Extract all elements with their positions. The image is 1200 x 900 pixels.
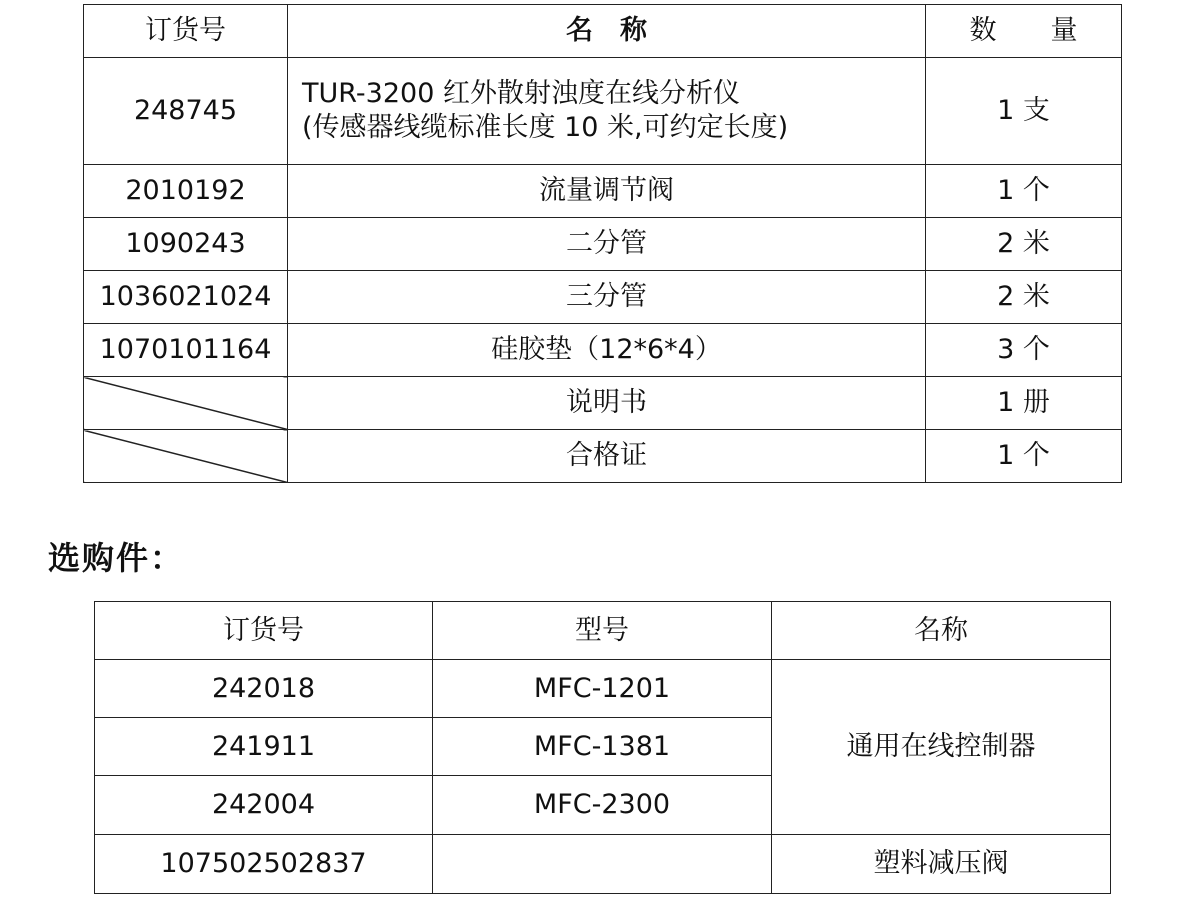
name-cell: 流量调节阀 <box>288 165 926 218</box>
header-model: 型号 <box>433 602 772 660</box>
name-cell: 二分管 <box>288 218 926 271</box>
parts-list-table <box>83 4 1122 483</box>
header-qty: 数 量 <box>926 5 1122 58</box>
name-cell: 三分管 <box>288 271 926 324</box>
table-row <box>84 377 1122 430</box>
model-cell <box>433 835 772 894</box>
header-name: 名 称 <box>288 5 926 58</box>
header-order-no: 订货号 <box>95 602 433 660</box>
order-no-cell: 242004 <box>95 776 433 835</box>
model-cell: MFC-2300 <box>433 776 772 835</box>
name-line: (传感器线缆标准长度 10 米,可约定长度) <box>302 112 789 143</box>
order-no-cell: 1070101164 <box>84 324 288 377</box>
order-no-cell: 248745 <box>84 58 288 165</box>
order-no-cell: 1036021024 <box>84 271 288 324</box>
name-line: TUR-3200 红外散射浊度在线分析仪 <box>302 78 740 110</box>
optional-parts-title: 选购件： <box>48 539 185 577</box>
qty-cell: 1 个 <box>926 165 1122 218</box>
qty-cell: 1 册 <box>926 377 1122 430</box>
header-name: 名称 <box>772 602 1111 660</box>
name-cell: 合格证 <box>288 430 926 483</box>
header-order-no: 订货号 <box>84 5 288 58</box>
order-no-cell: 241911 <box>95 718 433 776</box>
table-row <box>84 218 1122 271</box>
model-cell: MFC-1381 <box>433 718 772 776</box>
qty-cell: 3 个 <box>926 324 1122 377</box>
name-cell <box>288 58 926 165</box>
name-cell: 硅胶垫（12*6*4） <box>288 324 926 377</box>
table-row <box>84 271 1122 324</box>
name-cell: 说明书 <box>288 377 926 430</box>
table-row <box>95 835 1111 894</box>
model-cell: MFC-1201 <box>433 660 772 718</box>
table-header-row <box>95 602 1111 660</box>
qty-cell: 2 米 <box>926 218 1122 271</box>
table-header-row <box>84 5 1122 58</box>
order-no-cell: 1090243 <box>84 218 288 271</box>
table-row <box>84 324 1122 377</box>
merged-name-cell: 通用在线控制器 <box>772 660 1111 835</box>
empty-slashed-cell <box>84 377 288 430</box>
table-row <box>84 430 1122 483</box>
name-cell: 塑料减压阀 <box>772 835 1111 894</box>
order-no-cell: 242018 <box>95 660 433 718</box>
empty-slashed-cell <box>84 430 288 483</box>
table-row <box>84 165 1122 218</box>
table-row <box>84 58 1122 165</box>
qty-cell: 1 支 <box>926 58 1122 165</box>
order-no-cell: 2010192 <box>84 165 288 218</box>
table-row <box>95 660 1111 718</box>
optional-parts-table <box>94 601 1111 894</box>
order-no-cell: 107502502837 <box>95 835 433 894</box>
qty-cell: 2 米 <box>926 271 1122 324</box>
qty-cell: 1 个 <box>926 430 1122 483</box>
